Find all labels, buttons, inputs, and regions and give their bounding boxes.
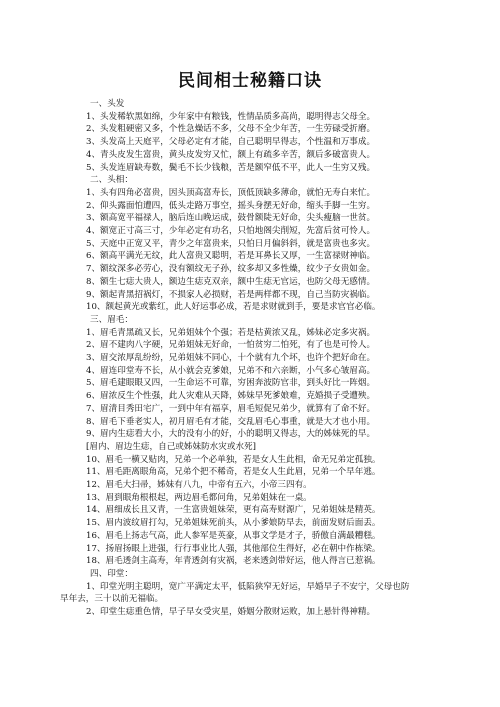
text-line: 1、印堂光明主聪明，宽广平满定太平，低陷狭窄无好运，早婚早子不安宁，父母也防 bbox=[86, 581, 410, 592]
text-line: 4、眉连印堂寿不长，从小就会克爹娘，兄弟不和六亲断，小气多心皱眉高。 bbox=[86, 365, 376, 376]
text-line: 13、眉到眼角根根起，两边眉毛都问角，兄弟姐妹在一桌。 bbox=[86, 492, 312, 503]
text-line: 16、眉毛上扬志气高，此人参军是英豪，从事文学是才子，骄傲自满最糟糕。 bbox=[86, 530, 381, 541]
text-line: 6、眉浓反生个性强，此人灾难从天降，姊妹早死爹娘难，克婚损子受遭殃。 bbox=[86, 391, 376, 402]
text-line: 11、眉毛距离眼角高，兄弟个把不稀奇，若是女人生此眉，兄弟一个早年逃。 bbox=[86, 467, 381, 478]
text-line: 2、印堂生痣重色情，早子早女受灾星，婚姻分散财运败，加上悬针得神精。 bbox=[86, 607, 376, 617]
text-line: 3、眉交浓厚乱纷纷，兄弟姐妹不同心，十个就有九个坏，也许个把好命在。 bbox=[86, 353, 376, 363]
text-line: 5、头发连眉缺寿数，鬓毛不长少钱粮，苦是额窄低不平，此人一生穷又残。 bbox=[86, 162, 376, 173]
text-line: 14、眉细成长且又青，一生富贵姐妹荣，更有高寿财源广，兄弟姐妹是精英。 bbox=[86, 505, 381, 516]
text-line: 二、头相： bbox=[90, 175, 133, 186]
text-line: 一、头发 bbox=[90, 99, 125, 109]
text-line: 2、仰头露面怕遭四，低头走路万事空，摇头身摆无好命，缩头手脚一生穷。 bbox=[86, 200, 376, 211]
text-line: 15、眉内波纹眉打勾，兄弟姐妹死前头，从小爹娘防早去，前面发财后面丢。 bbox=[86, 518, 381, 529]
text-line: 10、眉毛一横又贴肉，兄弟一个必单独，若是女人生此相，命无兄弟定孤独。 bbox=[86, 454, 381, 465]
text-line: 8、额生七痣大贵人，额边生痣克双亲，额中生痣无官运，也防父母无感情。 bbox=[86, 276, 376, 287]
text-line: 4、额宽正寸高三寸，少年必定有功名，只怕地阁尖削短，先富后贫可怜人。 bbox=[86, 226, 376, 236]
text-line: 3、头发高上天庭平，父母必定有才能，自己聪明早得志，个性温和万事成。 bbox=[86, 137, 376, 148]
text-line: 10、额起黄光或紫红，此人好运事必成，若是求财就到手，要是求官官必临。 bbox=[86, 302, 381, 313]
text-line: 5、眉毛建眼眼又四，一生命运不可靠，穷困奔波防官非，到头好比一阵烟。 bbox=[86, 378, 376, 389]
text-line: 7、额纹深多必劳心，没有额纹无子孙，纹多却又多性燥，纹少子女贵如金。 bbox=[86, 264, 376, 275]
text-line: 9、额起青黑招祸灯，不损家人必损财，若是两样都不现，自己当防灾祸临。 bbox=[86, 289, 376, 300]
text-line: 18、眉毛透剑主高寿，年青透剑有灾祸，老来透剑带好运，他人得言已惹祸。 bbox=[86, 556, 381, 567]
document-title: 民间相士秘籍口诀 bbox=[178, 71, 322, 91]
text-line: 9、眉内生痣看大小，大的没有小的好，小的聪明又得志，大的姊妹死的早。 bbox=[86, 429, 376, 440]
text-line: 12、眉毛大扫帚，姊妹有八九，中帝有五六，小帝三四有。 bbox=[86, 480, 312, 490]
text-line: 三、眉毛： bbox=[90, 314, 133, 325]
text-line: 8、眉毛下垂老实人，初月眉毛有才能，交乱眉毛心事重，就是大才也小用。 bbox=[86, 416, 376, 427]
text-line: 7、眉清目秀田宅广，一到中年有福享，眉毛短促兄弟少，就算有了命不好。 bbox=[86, 403, 376, 414]
text-line: 2、眉不建肉八字硬，兄弟姐妹无好命，一怕贫穷二怕死，有了也是可怜人。 bbox=[86, 340, 376, 351]
text-line: 早年去，三十以前无福临。 bbox=[60, 594, 164, 605]
text-line: 17、扬眉扬眼上进强，行行事业比人强，其他部位生得好，必在朝中作栋梁。 bbox=[86, 543, 381, 554]
text-line: 1、头有四角必富贵，因头顶高富寿长，顶低顶缺多薄命，就怕无寿白来忙。 bbox=[86, 187, 376, 198]
text-line: 6、额高平满光无纹，此人富贵又聪明，若是耳鼻长又厚，一生富禄财神临。 bbox=[86, 251, 376, 262]
text-line: 四、印堂： bbox=[90, 568, 133, 579]
text-line: 2、头发粗硬密又多，个性急燥话不多，父母不全少年苦，一生劳碌受折磨。 bbox=[86, 124, 376, 135]
text-line: 1、头发稀软黑如绵，少年家中有粮钱，性情品质多高尚，聪明得志父母全。 bbox=[86, 111, 376, 122]
text-line: 5、天庭中正宽又平，青少之年富贵来，只怕日月偏斜斜，就是富贵也多灾。 bbox=[86, 238, 376, 249]
text-line: [眉内、眉边生痣，自己或姊妹防水灾或水死] bbox=[86, 441, 256, 452]
text-line: 3、额高宽平福禄人，脑后连山晚运成，鼓骨额陡无好命，尖头瘦脑一世贫。 bbox=[86, 213, 376, 224]
text-line: 1、眉毛青黑疏又长，兄弟姐妹个个强；若是枯黄浓又乱，姊妹必定多灾祸。 bbox=[86, 327, 376, 338]
text-line: 4、青头皮发生富贵，黄头皮发穷又忙，额上有疏多辛苦，额后多破富贵人。 bbox=[86, 149, 376, 160]
